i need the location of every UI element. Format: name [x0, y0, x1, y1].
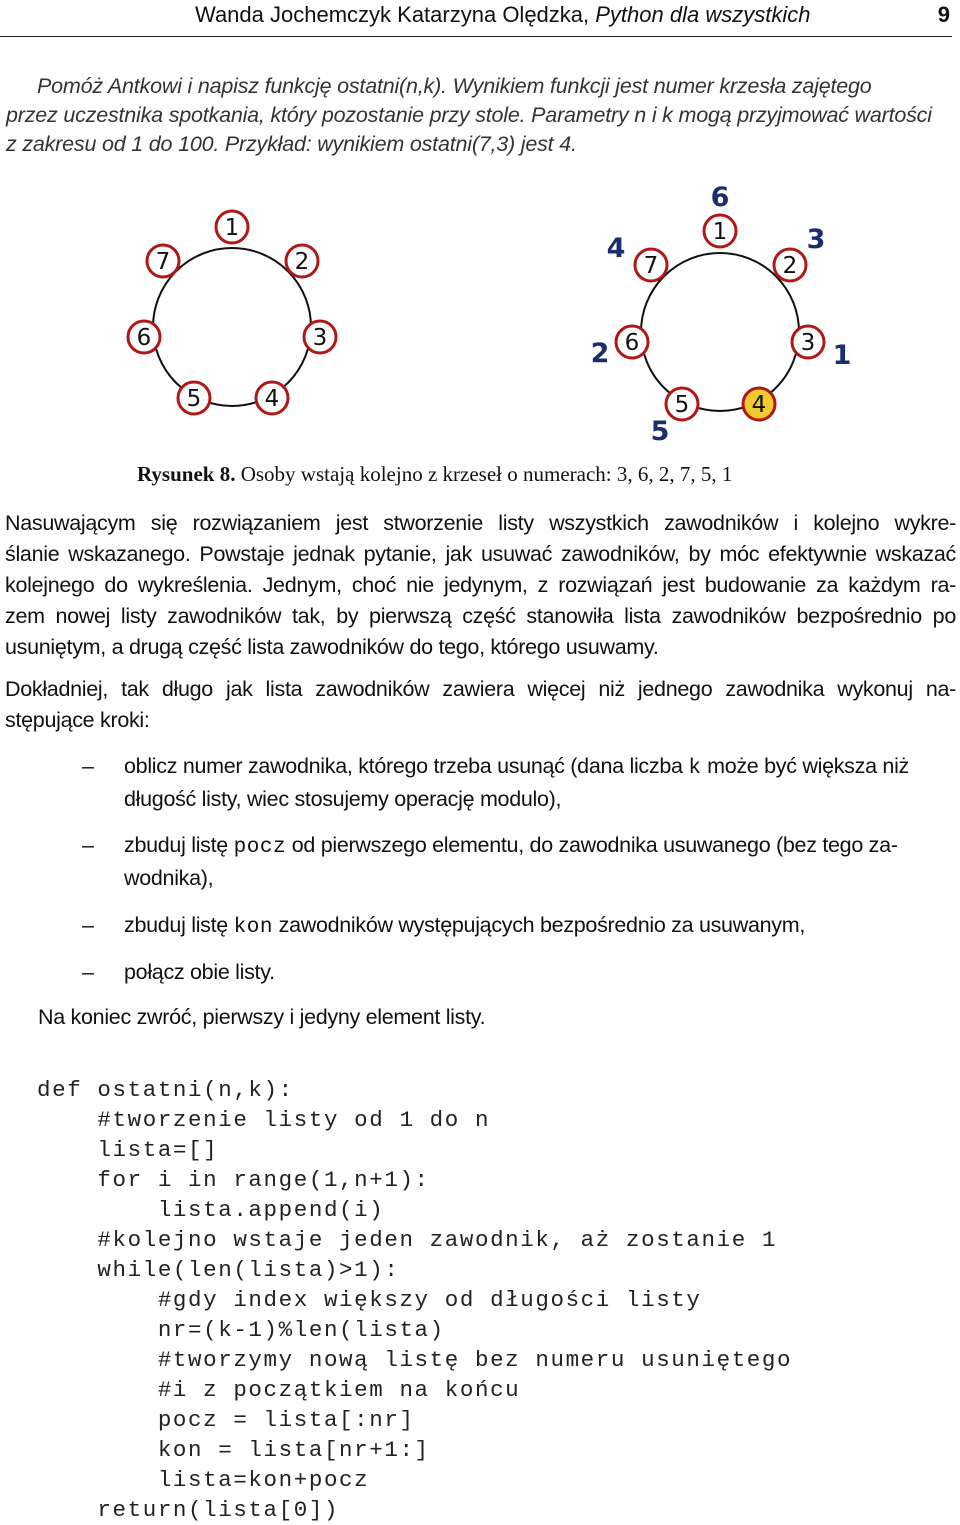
- figure-caption: [137, 462, 732, 487]
- chair-number: 4: [264, 386, 280, 412]
- right-chair-1: [704, 215, 736, 247]
- bullet-dash: –: [82, 913, 94, 937]
- inline-code-kon: kon: [233, 916, 273, 939]
- bullet-dash: –: [82, 960, 94, 984]
- chair-number: 3: [312, 325, 328, 351]
- order-label-above-1: 6: [710, 182, 730, 213]
- code-listing: def ostatni(n,k): #tworzenie listy od 1 do n lista=[] for i in range(1,n+1): lista.append(i) #kolejno wstaje jeden zawodnik, aż zostanie 1 while(len(lista)>1): #gdy index większy od długości listy nr=(k-1)%len(lista) #tworzymy nową listę bez numeru usuniętego #i z początkiem na końcu pocz = lista[:nr] kon = lista[nr+1:] lista=kon+pocz return(lista[0]): [37, 1077, 793, 1523]
- step-text: [124, 957, 957, 988]
- chair-number: 6: [136, 325, 152, 351]
- step-text-part: oblicz numer zawodnika, którego trzeba usunąć (dana liczba: [124, 754, 689, 778]
- intro-line: z zakresu od 1 do 100. Przykład: wynikiem ostatni(7,3) jest 4.: [6, 132, 577, 156]
- step-text-part: może być większa niż: [701, 754, 909, 778]
- left-chair-4: [256, 382, 288, 414]
- left-chair-3: [304, 321, 336, 353]
- bullet-dash: –: [82, 833, 94, 857]
- chair-number: 1: [712, 219, 728, 245]
- step-text-part: zbuduj listę: [124, 913, 234, 937]
- left-chair-5: [178, 382, 210, 414]
- step-text: [124, 830, 957, 894]
- left-chair-7: [147, 245, 179, 277]
- left-chair-2: [286, 245, 318, 277]
- chair-number: 2: [294, 249, 310, 275]
- chair-number: 7: [643, 253, 659, 279]
- step-line: [124, 910, 957, 943]
- step-line: połącz obie listy.: [124, 960, 275, 984]
- step-line: długość listy, wiec stosujemy operację modulo),: [124, 787, 562, 811]
- left-table-diagram: [128, 211, 336, 414]
- order-label-near-6: 2: [590, 338, 610, 369]
- page-number: 9: [937, 2, 950, 27]
- caption-text: Osoby wstają kolejno z krzeseł o numerach: 3, 6, 2, 7, 5, 1: [235, 462, 733, 486]
- inline-code-k: k: [688, 757, 702, 780]
- chair-number: 6: [624, 330, 640, 356]
- paragraph-solution-idea: [5, 508, 956, 663]
- header-book-title: Python dla wszystkich: [595, 2, 811, 27]
- step-text-part: zawodników występujących bezpośrednio za usuwanym,: [272, 913, 805, 937]
- chairs-figure: [0, 175, 960, 455]
- right-chair-2: [774, 249, 806, 281]
- step-text-part: od pierwszego elementu, do zawodnika usuwanego (bez tego za-: [286, 833, 898, 857]
- chair-number: 5: [186, 386, 202, 412]
- order-label-near-3: 1: [832, 340, 852, 371]
- chair-number: 1: [224, 215, 240, 241]
- chair-number: 7: [155, 249, 171, 275]
- right-table-diagram: [616, 215, 824, 420]
- right-chair-6: [616, 326, 648, 358]
- left-chair-1: [216, 211, 248, 243]
- paragraph-line: Na koniec zwróć, pierwszy i jedyny element listy.: [38, 1005, 486, 1029]
- header-author-names: Wanda Jochemczyk Katarzyna Olędzka,: [195, 2, 596, 27]
- right-table: [641, 253, 799, 411]
- inline-code-pocz: pocz: [233, 836, 287, 859]
- step-line: wodnika),: [124, 866, 214, 890]
- intro-line: Pomóż Antkowi i napisz funkcję ostatni(n,k). Wynikiem funkcji jest numer krzesła zajętego: [37, 74, 872, 98]
- intro-line: przez uczestnika spotkania, który pozostanie przy stole. Parametry n i k mogą przyjmować wartości: [6, 103, 932, 127]
- paragraph-line: Nasuwającym się rozwiązaniem jest stworzenie listy wszystkich zawodników i kolejno wykre-: [5, 511, 956, 535]
- closing-sentence: [38, 1002, 938, 1033]
- order-label-near-2: 3: [806, 224, 826, 255]
- header-authors: [195, 2, 810, 28]
- task-description: [6, 72, 956, 159]
- chair-number: 3: [800, 330, 816, 356]
- right-chair-4-highlighted: [743, 388, 775, 420]
- left-chair-6: [128, 321, 160, 353]
- chair-number: 5: [674, 392, 690, 418]
- step-text-part: zbuduj listę: [124, 833, 234, 857]
- step-line: [124, 830, 957, 863]
- step-text: [124, 910, 957, 943]
- right-chair-5: [666, 388, 698, 420]
- caption-label: Rysunek 8.: [137, 462, 236, 486]
- paragraph-line: usuniętym, a drugą część lista zawodników do tego, którego usuwamy.: [5, 635, 659, 659]
- chair-number: 4: [751, 392, 767, 418]
- paragraph-line: kolejnego do wykreślenia. Jednym, choć nie jedynym, z rozwiązań jest budowanie za każdym ra-: [5, 573, 956, 597]
- order-label-near-5: 5: [650, 416, 670, 447]
- paragraph-line: Dokładniej, tak długo jak lista zawodników zawiera więcej niż jednego zawodnika wykonuj na-: [5, 677, 956, 701]
- paragraph-line: ślanie wskazanego. Powstaje jednak pytanie, jak usuwać zawodników, by móc efektywnie wskazać: [5, 542, 956, 566]
- paragraph-line: zem nowej listy zawodników tak, by pierwszą część stanowiła lista zawodników bezpośrednio po: [5, 604, 956, 628]
- step-line: [124, 751, 957, 784]
- page-header: [0, 0, 952, 37]
- paragraph-algorithm-intro: [5, 674, 956, 736]
- step-text: [124, 751, 957, 815]
- order-label-near-7: 4: [606, 233, 626, 264]
- right-chair-7: [635, 249, 667, 281]
- bullet-dash: –: [82, 754, 94, 778]
- paragraph-line: stępujące kroki:: [5, 708, 150, 732]
- right-chair-3: [792, 326, 824, 358]
- chair-number: 2: [782, 253, 798, 279]
